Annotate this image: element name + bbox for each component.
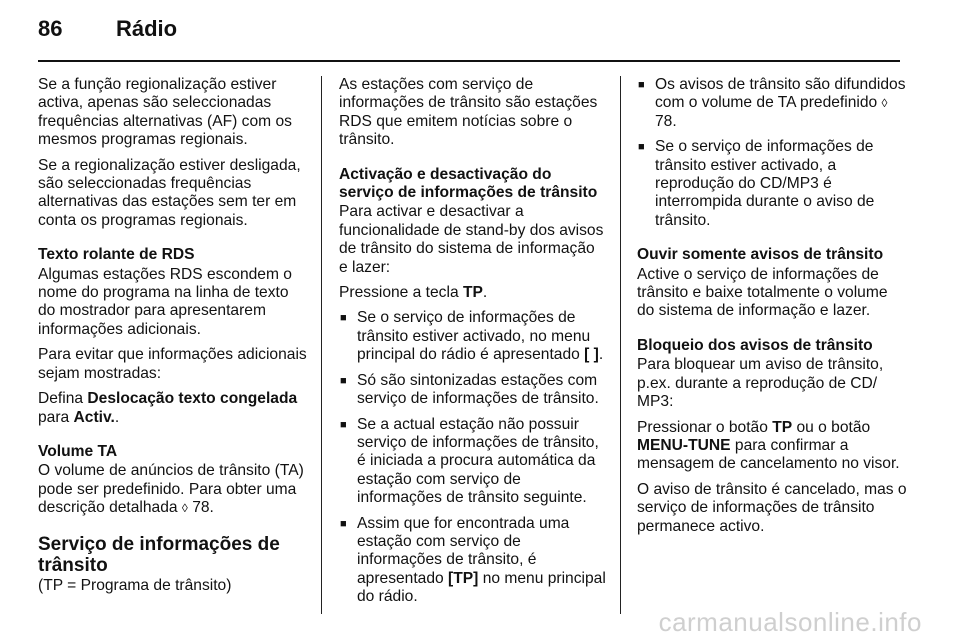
paragraph: (TP = Programa de trânsito)	[38, 576, 232, 594]
list-item	[339, 309, 607, 364]
paragraph: Se a regionalização estiver desligada, são seleccionadas frequências alternativas das estações sem ter em conta os programas regionais.	[38, 156, 301, 229]
section-heading: Texto rolante de RDS	[38, 246, 195, 264]
text: Pressionar o botão	[637, 418, 773, 436]
bullet-icon: ■	[638, 79, 645, 91]
text: Assim que for encontrada uma estação com serviço de informações de trânsito, é apresentado	[357, 514, 570, 587]
text: para	[38, 408, 74, 426]
page-reference-icon: ◊	[881, 96, 888, 111]
bullet-icon: ■	[340, 312, 347, 325]
paragraph	[339, 284, 607, 302]
setting-value: Activ.	[73, 408, 115, 426]
column-1	[38, 76, 308, 602]
section-heading: Bloqueio dos avisos de trânsito	[637, 336, 873, 354]
paragraph	[637, 419, 909, 474]
section-heading: Activação e desactivação do serviço de informações de trânsito	[339, 165, 598, 202]
button-name: TP	[462, 284, 483, 302]
text: O volume de anúncios de trânsito (TA) pode ser predefinido. Para obter uma descrição detalhada	[38, 462, 304, 517]
page-reference: 78.	[655, 112, 677, 130]
page-reference: 78.	[192, 499, 214, 517]
text: Pressione a tecla	[339, 284, 463, 302]
paragraph: O aviso de trânsito é cancelado, mas o serviço de informações de trânsito permanece activo.	[637, 480, 907, 535]
list-item-text: Só são sintonizadas estações com serviço de informações de trânsito.	[357, 371, 599, 408]
bullet-icon: ■	[340, 418, 347, 431]
text: ou o botão	[792, 418, 871, 436]
bullet-icon: ■	[638, 141, 645, 154]
text: .	[598, 346, 604, 364]
page-number: 86	[38, 16, 63, 41]
column-2	[339, 76, 607, 614]
text: Defina	[38, 390, 88, 408]
page-title: Rádio	[116, 16, 178, 41]
column-divider	[321, 76, 322, 614]
indicator-text: [ ]	[584, 346, 599, 364]
paragraph: Algumas estações RDS escondem o nome do programa na linha de texto do mostrador para apresentarem informações adicionais.	[38, 265, 292, 338]
list-item-text	[357, 515, 607, 607]
paragraph: Active o serviço de informações de trânsito e baixe totalmente o volume do sistema de informação e lazer.	[637, 265, 888, 320]
text: .	[114, 408, 120, 426]
paragraph: As estações com serviço de informações de trânsito são estações RDS que emitem notícias sobre o trânsito.	[339, 76, 598, 149]
header-rule	[38, 60, 900, 62]
section-heading: Volume TA	[38, 442, 118, 460]
watermark: carmanualsonline.info	[658, 607, 922, 637]
list-item	[637, 76, 909, 131]
text: para confirmar a mensagem de cancelamento no visor.	[637, 436, 900, 473]
text: .	[482, 284, 488, 302]
list-item-text: Se o serviço de informações de trânsito estiver activado, a reprodução do CD/MP3 é interrompida durante o aviso de trânsito.	[655, 138, 875, 229]
setting-name: Deslocação texto congelada	[87, 390, 298, 408]
list-item-text: Se a actual estação não possuir serviço de informações de trânsito, é iniciada a procura automática da estação com serviço de informações de trânsito seguinte.	[357, 415, 599, 507]
list-item	[339, 416, 607, 508]
column-divider	[620, 76, 621, 614]
paragraph: Para bloquear um aviso de trânsito, p.ex. durante a reprodução de CD/ MP3:	[637, 356, 884, 411]
chapter-heading: Serviço de informações de trânsito	[38, 533, 280, 576]
column-3	[637, 76, 909, 543]
paragraph: Se a função regionalização estiver activa, apenas são seleccionadas frequências alternativas (AF) com os mesmos programas regionais.	[38, 76, 292, 149]
list-item	[637, 138, 909, 230]
list-item-text	[655, 76, 909, 131]
list-item-text	[357, 309, 607, 364]
paragraph	[38, 462, 308, 517]
button-name: MENU-TUNE	[637, 436, 731, 454]
text: no menu principal do rádio.	[357, 569, 606, 606]
section-heading: Ouvir somente avisos de trânsito	[637, 246, 884, 264]
bullet-icon: ■	[340, 374, 347, 387]
text: Os avisos de trânsito são difundidos com o volume de TA predefinido	[655, 76, 906, 112]
bullet-icon: ■	[340, 517, 347, 530]
paragraph: Para activar e desactivar a funcionalidade de stand-by dos avisos de trânsito do sistema de informação e lazer:	[339, 203, 604, 276]
paragraph: Para evitar que informações adicionais sejam mostradas:	[38, 346, 307, 382]
page-header	[38, 16, 177, 50]
paragraph	[38, 390, 308, 427]
indicator-text: [TP]	[448, 569, 479, 587]
text: Se o serviço de informações de trânsito estiver activado, no menu principal do rádio é apresentado	[357, 309, 591, 364]
button-name: TP	[772, 418, 793, 436]
page-reference-icon: ◊	[181, 501, 188, 516]
list-item	[339, 372, 607, 409]
list-item	[339, 515, 607, 607]
